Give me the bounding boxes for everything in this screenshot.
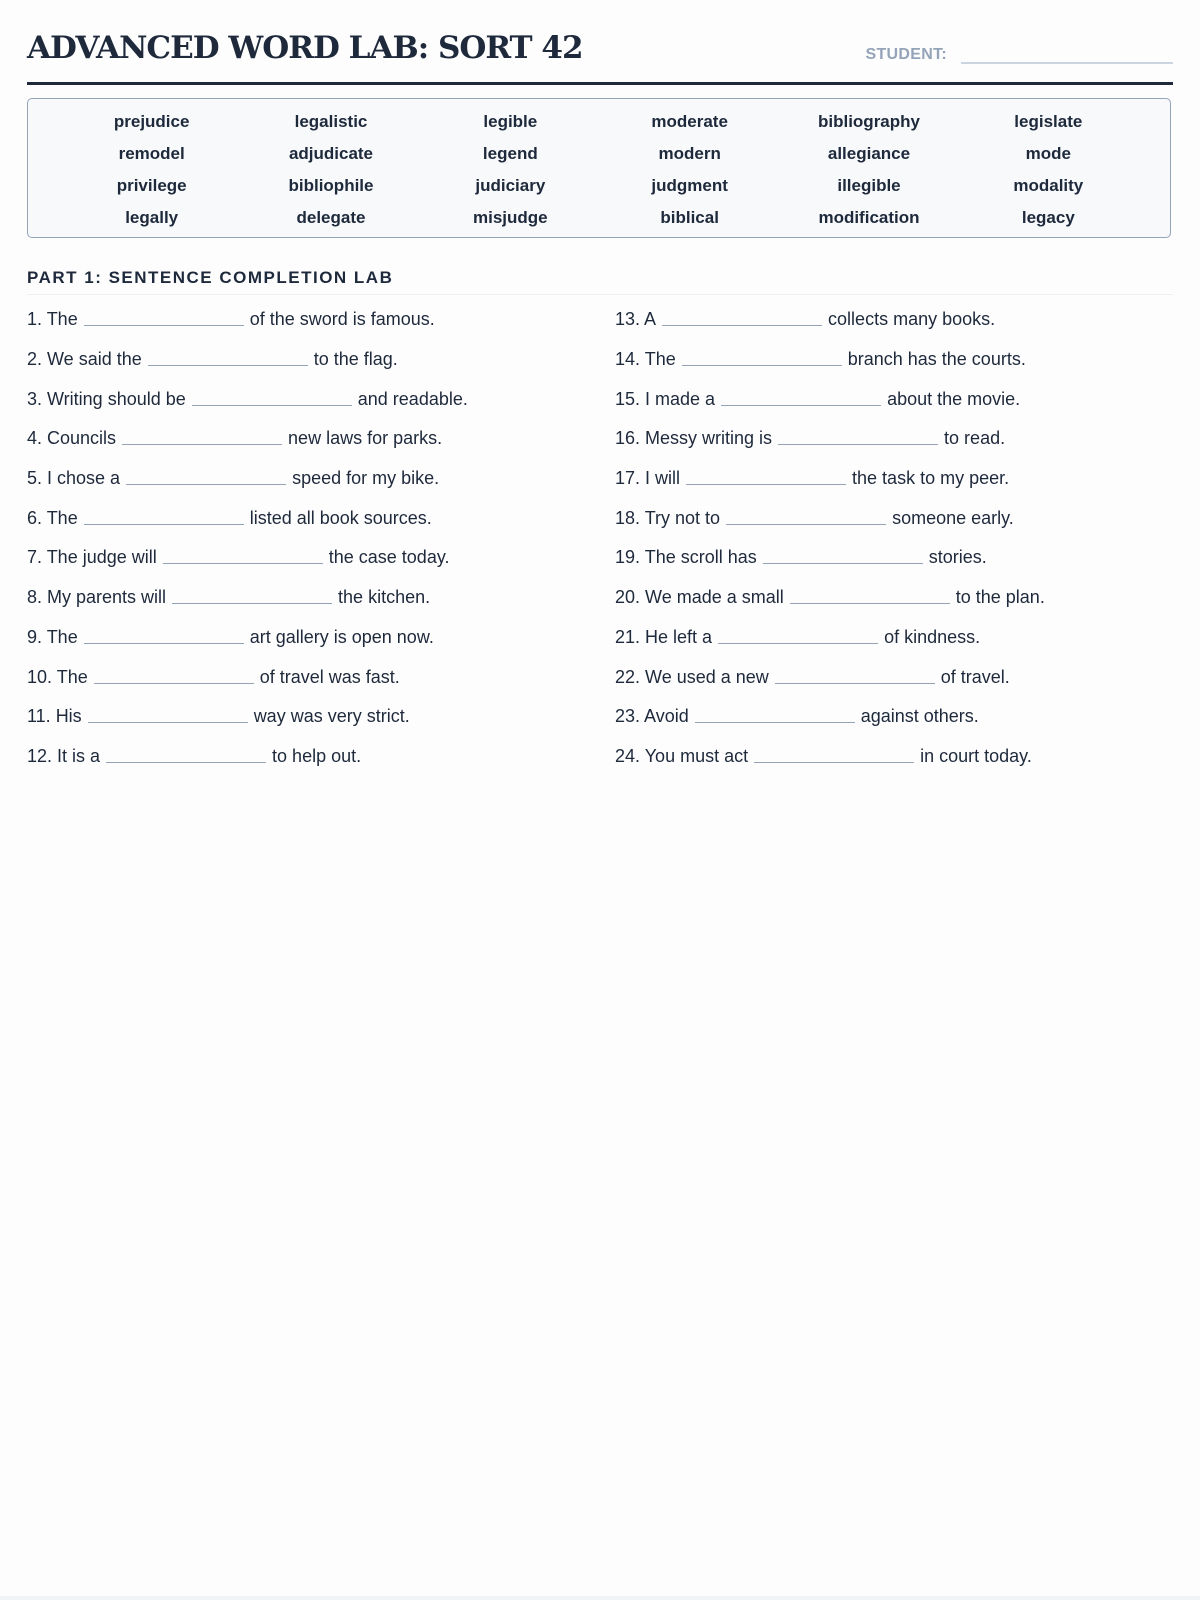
word-bank-item: prejudice bbox=[113, 112, 190, 131]
sentence-start: 12. It is a bbox=[27, 745, 101, 766]
answer-blank[interactable] bbox=[718, 629, 878, 644]
word-bank-grid bbox=[62, 111, 1138, 239]
sentence-start: 20. We made a small bbox=[615, 587, 784, 608]
sentence-end: listed all book sources. bbox=[249, 507, 432, 528]
word-bank-item: allegiance bbox=[827, 144, 911, 163]
sentence-start: 3. Writing should be bbox=[27, 388, 186, 409]
sentence-start: 8. My parents will bbox=[27, 587, 167, 608]
sentence-end: and readable. bbox=[357, 388, 468, 409]
answer-blank[interactable] bbox=[148, 351, 308, 366]
sentence-item bbox=[27, 340, 468, 380]
sentence-item bbox=[615, 340, 1045, 380]
answer-blank[interactable] bbox=[775, 669, 935, 684]
sentence-end: of the sword is famous. bbox=[249, 309, 435, 330]
sentence-start: 18. Try not to bbox=[615, 507, 721, 528]
sentence-end: branch has the courts. bbox=[847, 349, 1026, 370]
sentence-end: the case today. bbox=[328, 547, 450, 568]
sentence-end: someone early. bbox=[892, 507, 1014, 528]
sentence-item bbox=[27, 498, 468, 538]
sentence-end: of travel. bbox=[940, 666, 1010, 687]
sentence-start: 14. The bbox=[615, 349, 676, 370]
sentence-end: the task to my peer. bbox=[852, 468, 1010, 489]
sentence-start: 15. I made a bbox=[615, 388, 716, 409]
sentence-item bbox=[27, 657, 468, 697]
sentence-end: stories. bbox=[928, 547, 987, 568]
answer-blank[interactable] bbox=[126, 470, 286, 485]
sentence-start: 21. He left a bbox=[615, 626, 713, 647]
sentence-item bbox=[615, 697, 1045, 737]
sentence-item bbox=[615, 459, 1045, 499]
word-bank-item: judgment bbox=[651, 176, 728, 195]
answer-blank[interactable] bbox=[662, 311, 822, 326]
word-bank-item: modality bbox=[1013, 176, 1084, 195]
sentence-start: 9. The bbox=[27, 626, 78, 647]
sentence-start: 17. I will bbox=[615, 468, 681, 489]
answer-blank[interactable] bbox=[84, 629, 244, 644]
word-bank-item: legend bbox=[482, 144, 538, 163]
word-bank-item: privilege bbox=[116, 176, 187, 195]
sentence-start: 22. We used a new bbox=[615, 666, 769, 687]
sentence-end: to the plan. bbox=[955, 587, 1045, 608]
word-bank-item: legally bbox=[125, 208, 179, 227]
sentence-start: 19. The scroll has bbox=[615, 547, 757, 568]
sentence-end: to help out. bbox=[272, 745, 362, 766]
sentence-item bbox=[615, 419, 1045, 459]
word-bank-item: legacy bbox=[1021, 208, 1075, 227]
answer-blank[interactable] bbox=[192, 391, 352, 406]
sentence-end: new laws for parks. bbox=[288, 428, 443, 449]
sentence-column-left bbox=[27, 300, 468, 776]
answer-blank[interactable] bbox=[721, 391, 881, 406]
answer-blank[interactable] bbox=[106, 748, 266, 763]
word-bank-item: illegible bbox=[837, 176, 901, 195]
sentence-start: 4. Councils bbox=[27, 428, 117, 449]
word-bank-item: remodel bbox=[118, 144, 185, 163]
answer-blank[interactable] bbox=[122, 430, 282, 445]
word-bank-item: delegate bbox=[296, 208, 366, 227]
sentence-end: to the flag. bbox=[313, 349, 398, 370]
word-bank-item: legislate bbox=[1014, 112, 1083, 131]
sentence-end: of kindness. bbox=[884, 626, 981, 647]
sentence-end: about the movie. bbox=[887, 388, 1021, 409]
word-bank-item: legalistic bbox=[294, 112, 368, 131]
sentence-start: 10. The bbox=[27, 666, 88, 687]
answer-blank[interactable] bbox=[754, 748, 914, 763]
sentence-end: in court today. bbox=[920, 745, 1032, 766]
answer-blank[interactable] bbox=[726, 510, 886, 525]
sentence-item bbox=[615, 657, 1045, 697]
answer-blank[interactable] bbox=[686, 470, 846, 485]
sentence-end: the kitchen. bbox=[338, 587, 431, 608]
answer-blank[interactable] bbox=[682, 351, 842, 366]
answer-blank[interactable] bbox=[84, 510, 244, 525]
word-bank-item: bibliography bbox=[817, 112, 920, 131]
word-bank-item: mode bbox=[1025, 144, 1071, 163]
sentence-end: collects many books. bbox=[828, 309, 996, 330]
worksheet-page bbox=[27, 0, 1173, 766]
student-name-area bbox=[865, 42, 1173, 64]
sentence-item bbox=[27, 697, 468, 737]
sentence-item bbox=[615, 300, 1045, 340]
sentence-start: 24. You must act bbox=[615, 745, 749, 766]
sentence-item bbox=[27, 379, 468, 419]
word-bank-item: misjudge bbox=[473, 208, 548, 227]
sentence-item bbox=[27, 300, 468, 340]
sentence-end: to read. bbox=[944, 428, 1006, 449]
sentence-item bbox=[615, 578, 1045, 618]
word-bank-item: biblical bbox=[660, 208, 719, 227]
sentence-start: 16. Messy writing is bbox=[615, 428, 773, 449]
sentence-item bbox=[27, 578, 468, 618]
sentence-start: 7. The judge will bbox=[27, 547, 157, 568]
sentence-item bbox=[615, 618, 1045, 658]
sentence-end: speed for my bike. bbox=[292, 468, 440, 489]
word-bank-item: judiciary bbox=[475, 176, 546, 195]
sentence-item bbox=[27, 459, 468, 499]
answer-blank[interactable] bbox=[172, 589, 332, 604]
sentence-start: 23. Avoid bbox=[615, 706, 689, 727]
word-bank bbox=[27, 98, 1171, 238]
page-footer-band bbox=[0, 1596, 1200, 1600]
sentence-start: 1. The bbox=[27, 309, 78, 330]
answer-blank[interactable] bbox=[94, 669, 254, 684]
sentence-end: way was very strict. bbox=[253, 706, 410, 727]
worksheet-header bbox=[27, 0, 1173, 85]
sentence-end: of travel was fast. bbox=[259, 666, 400, 687]
sentence-item bbox=[615, 498, 1045, 538]
sentence-end: art gallery is open now. bbox=[249, 626, 434, 647]
sentence-item bbox=[615, 538, 1045, 578]
sentence-item bbox=[27, 419, 468, 459]
page-title: ADVANCED WORD LAB: SORT 42 bbox=[27, 30, 583, 66]
sentence-end: against others. bbox=[860, 706, 979, 727]
word-bank-item: moderate bbox=[651, 112, 728, 131]
sentence-item bbox=[27, 737, 468, 777]
answer-blank[interactable] bbox=[778, 430, 938, 445]
student-name-field[interactable] bbox=[961, 42, 1173, 64]
answer-blank[interactable] bbox=[763, 549, 923, 564]
word-bank-item: bibliophile bbox=[288, 176, 374, 195]
sentence-start: 6. The bbox=[27, 507, 78, 528]
word-bank-item: modern bbox=[658, 144, 721, 163]
sentence-item bbox=[27, 618, 468, 658]
answer-blank[interactable] bbox=[163, 549, 323, 564]
word-bank-item: legible bbox=[483, 112, 538, 131]
answer-blank[interactable] bbox=[88, 708, 248, 723]
sentence-start: 2. We said the bbox=[27, 349, 142, 370]
student-label: STUDENT: bbox=[865, 46, 947, 63]
word-bank-item: adjudicate bbox=[288, 144, 374, 163]
sentence-start: 11. His bbox=[27, 706, 82, 727]
section-title: PART 1: SENTENCE COMPLETION LAB bbox=[27, 268, 1173, 295]
word-bank-item: modification bbox=[818, 208, 920, 227]
sentence-item bbox=[27, 538, 468, 578]
sentence-column-right bbox=[615, 300, 1045, 776]
answer-blank[interactable] bbox=[790, 589, 950, 604]
answer-blank[interactable] bbox=[84, 311, 244, 326]
sentence-start: 13. A bbox=[615, 309, 657, 330]
sentence-item bbox=[615, 379, 1045, 419]
sentence-start: 5. I chose a bbox=[27, 468, 121, 489]
answer-blank[interactable] bbox=[695, 708, 855, 723]
sentence-item bbox=[615, 737, 1045, 777]
